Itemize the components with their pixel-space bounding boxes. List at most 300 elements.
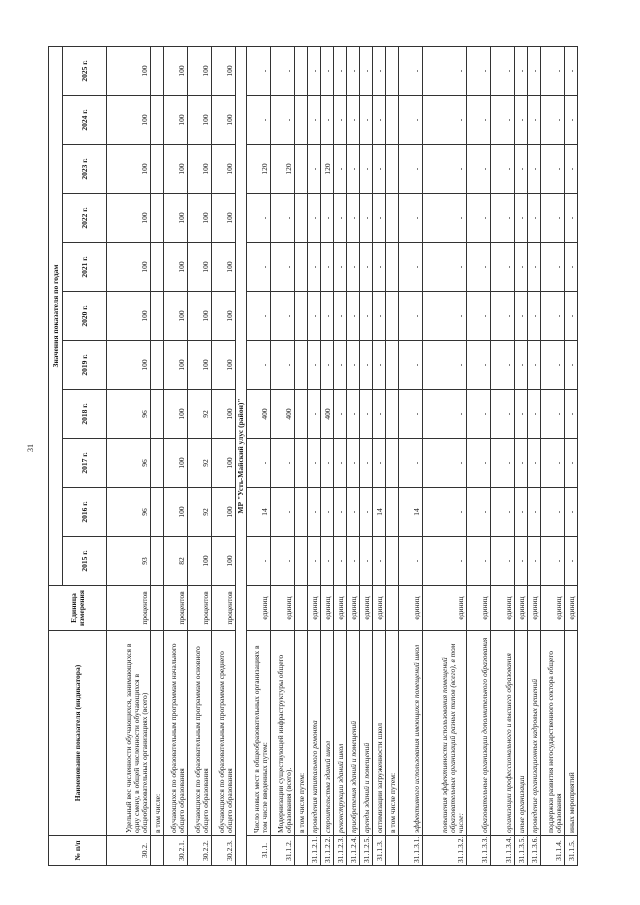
header-year: 2017 г. xyxy=(63,439,107,488)
header-year: 2016 г. xyxy=(63,488,107,537)
value-cell xyxy=(151,194,164,243)
table-row xyxy=(372,47,385,866)
value-cell: - xyxy=(564,194,577,243)
value-cell: - xyxy=(359,96,372,145)
value-cell: - xyxy=(359,439,372,488)
header-year: 2025 г. xyxy=(63,47,107,96)
value-cell xyxy=(294,96,307,145)
unit-cell: процентов xyxy=(107,586,151,631)
unit-cell: единиц xyxy=(398,586,422,631)
value-cell: - xyxy=(527,341,540,390)
value-cell: - xyxy=(514,390,527,439)
unit-cell: единиц xyxy=(359,586,372,631)
header-year: 2023 г. xyxy=(63,145,107,194)
value-cell: 100 xyxy=(212,341,236,390)
value-cell: - xyxy=(564,488,577,537)
value-cell: - xyxy=(320,96,333,145)
value-cell: - xyxy=(246,47,270,96)
value-cell: - xyxy=(514,145,527,194)
unit-cell: единиц xyxy=(320,586,333,631)
value-cell: - xyxy=(372,96,385,145)
value-cell: 100 xyxy=(164,292,188,341)
table-body-section-a xyxy=(107,47,236,866)
value-cell: - xyxy=(307,439,320,488)
value-cell: 100 xyxy=(107,243,151,292)
value-cell: - xyxy=(359,537,372,586)
value-cell: 100 xyxy=(212,488,236,537)
row-number xyxy=(385,836,398,866)
value-cell: - xyxy=(346,96,359,145)
value-cell: - xyxy=(333,537,346,586)
unit-cell: единиц xyxy=(490,586,514,631)
value-cell: - xyxy=(527,243,540,292)
value-cell xyxy=(151,390,164,439)
value-cell xyxy=(151,341,164,390)
value-cell: 96 xyxy=(107,488,151,537)
value-cell: 100 xyxy=(107,96,151,145)
value-cell: - xyxy=(359,390,372,439)
value-cell: - xyxy=(514,537,527,586)
table-row xyxy=(398,47,422,866)
unit-cell: процентов xyxy=(164,586,188,631)
value-cell: - xyxy=(527,47,540,96)
value-cell: 100 xyxy=(212,194,236,243)
value-cell: - xyxy=(372,47,385,96)
header-year: 2015 г. xyxy=(63,537,107,586)
value-cell: - xyxy=(359,341,372,390)
value-cell: 100 xyxy=(164,439,188,488)
value-cell: - xyxy=(490,47,514,96)
value-cell: 100 xyxy=(164,488,188,537)
value-cell: - xyxy=(466,488,490,537)
value-cell: - xyxy=(320,488,333,537)
value-cell: 100 xyxy=(212,390,236,439)
header-unit: Единица измерения xyxy=(49,586,107,631)
value-cell: - xyxy=(246,341,270,390)
value-cell: - xyxy=(333,145,346,194)
value-cell: - xyxy=(333,341,346,390)
value-cell: - xyxy=(422,439,466,488)
table-row xyxy=(164,47,188,866)
header-year: 2024 г. xyxy=(63,96,107,145)
value-cell: 100 xyxy=(212,292,236,341)
value-cell: 100 xyxy=(164,341,188,390)
row-number: 31.1.3. xyxy=(372,836,385,866)
value-cell: - xyxy=(466,194,490,243)
value-cell xyxy=(151,292,164,341)
value-cell: 82 xyxy=(164,537,188,586)
value-cell: - xyxy=(320,537,333,586)
value-cell: 100 xyxy=(164,145,188,194)
value-cell: - xyxy=(514,341,527,390)
row-number xyxy=(151,836,164,866)
value-cell: - xyxy=(466,47,490,96)
value-cell: - xyxy=(422,47,466,96)
row-number: 31.1.3.1. xyxy=(398,836,422,866)
value-cell: - xyxy=(246,537,270,586)
value-cell: - xyxy=(540,96,564,145)
value-cell: 400 xyxy=(320,390,333,439)
value-cell: - xyxy=(398,243,422,292)
table-row xyxy=(212,47,236,866)
row-number: 30.2.3. xyxy=(212,836,236,866)
value-cell: 96 xyxy=(107,439,151,488)
value-cell: - xyxy=(398,47,422,96)
page-number: 31 xyxy=(26,444,35,452)
value-cell: - xyxy=(372,341,385,390)
value-cell: - xyxy=(270,243,294,292)
value-cell: - xyxy=(307,96,320,145)
indicator-name: оптимизации загруженности школ xyxy=(372,631,385,836)
table-row xyxy=(422,47,466,866)
value-cell: 100 xyxy=(188,96,212,145)
indicator-name: образовательные организации дополнительного образования xyxy=(466,631,490,836)
value-cell: 100 xyxy=(164,47,188,96)
table-row xyxy=(490,47,514,866)
value-cell: - xyxy=(246,96,270,145)
group-title: МР "Усть-Майский улус (район)" xyxy=(236,47,247,866)
value-cell xyxy=(294,243,307,292)
value-cell xyxy=(385,194,398,243)
value-cell: - xyxy=(398,194,422,243)
value-cell: - xyxy=(540,488,564,537)
value-cell: - xyxy=(270,439,294,488)
unit-cell xyxy=(294,586,307,631)
value-cell: 92 xyxy=(188,488,212,537)
indicators-table xyxy=(48,46,578,866)
value-cell xyxy=(294,439,307,488)
table-row xyxy=(540,47,564,866)
value-cell: - xyxy=(320,341,333,390)
value-cell: 14 xyxy=(372,488,385,537)
value-cell: - xyxy=(466,439,490,488)
value-cell: - xyxy=(246,243,270,292)
value-cell: - xyxy=(333,390,346,439)
row-number: 31.1.2.5. xyxy=(359,836,372,866)
unit-cell: единиц xyxy=(372,586,385,631)
value-cell: - xyxy=(540,194,564,243)
header-name: Наименование показателя (индикатора) xyxy=(49,631,107,836)
table-group-section xyxy=(236,47,247,866)
value-cell: - xyxy=(564,292,577,341)
value-cell: - xyxy=(270,341,294,390)
table-row xyxy=(333,47,346,866)
value-cell: - xyxy=(359,488,372,537)
indicator-name: проведение организационных кадровых решений xyxy=(527,631,540,836)
value-cell: - xyxy=(346,145,359,194)
value-cell xyxy=(294,537,307,586)
value-cell: - xyxy=(564,537,577,586)
value-cell: - xyxy=(527,439,540,488)
value-cell: 100 xyxy=(107,145,151,194)
value-cell: 100 xyxy=(188,537,212,586)
indicator-name: эффективного использования имеющихся помещений школ xyxy=(398,631,422,836)
table-row xyxy=(294,47,307,866)
value-cell: - xyxy=(270,194,294,243)
value-cell: 120 xyxy=(246,145,270,194)
value-cell: - xyxy=(320,292,333,341)
indicator-name: Число новых мест в общеобразовательных организациях в том числе введенных путем: xyxy=(246,631,270,836)
value-cell: 100 xyxy=(164,243,188,292)
value-cell: - xyxy=(372,439,385,488)
table-row xyxy=(564,47,577,866)
value-cell: - xyxy=(398,96,422,145)
unit-cell: единиц xyxy=(514,586,527,631)
value-cell: 100 xyxy=(164,96,188,145)
value-cell: - xyxy=(514,96,527,145)
value-cell: 100 xyxy=(212,47,236,96)
unit-cell xyxy=(151,586,164,631)
unit-cell: единиц xyxy=(333,586,346,631)
value-cell: - xyxy=(564,96,577,145)
value-cell: 100 xyxy=(188,243,212,292)
value-cell: 14 xyxy=(246,488,270,537)
value-cell: 100 xyxy=(212,96,236,145)
value-cell: - xyxy=(540,390,564,439)
table-row xyxy=(107,47,151,866)
value-cell: - xyxy=(527,488,540,537)
indicator-name: проведения капитального ремонта xyxy=(307,631,320,836)
indicator-name: организации профессионального и высшего образования xyxy=(490,631,514,836)
value-cell xyxy=(294,341,307,390)
row-number: 30.2. xyxy=(107,836,151,866)
value-cell: - xyxy=(270,488,294,537)
value-cell: - xyxy=(490,194,514,243)
value-cell: - xyxy=(270,96,294,145)
value-cell xyxy=(151,488,164,537)
value-cell: - xyxy=(346,194,359,243)
value-cell: 100 xyxy=(212,145,236,194)
value-cell: 14 xyxy=(398,488,422,537)
value-cell: - xyxy=(490,96,514,145)
value-cell: - xyxy=(527,292,540,341)
value-cell: 400 xyxy=(270,390,294,439)
value-cell: - xyxy=(398,537,422,586)
table-row xyxy=(527,47,540,866)
table-body-section-b xyxy=(246,47,577,866)
unit-cell: единиц xyxy=(246,586,270,631)
value-cell: - xyxy=(422,292,466,341)
value-cell: - xyxy=(540,439,564,488)
value-cell: - xyxy=(540,292,564,341)
value-cell: 92 xyxy=(188,439,212,488)
indicator-name: строительства зданий школ xyxy=(320,631,333,836)
value-cell xyxy=(151,537,164,586)
value-cell: 100 xyxy=(107,47,151,96)
indicator-name: поддержки развития негосударственного сектора общего образования xyxy=(540,631,564,836)
header-values-by-year: Значения показателя по годам xyxy=(49,47,63,586)
indicator-name: реконструкции зданий школ xyxy=(333,631,346,836)
table-row xyxy=(188,47,212,866)
row-number: 31.1.3.6. xyxy=(527,836,540,866)
row-number: 31.1.4. xyxy=(540,836,564,866)
value-cell: - xyxy=(490,341,514,390)
value-cell: - xyxy=(359,47,372,96)
value-cell: - xyxy=(307,145,320,194)
value-cell: - xyxy=(333,243,346,292)
value-cell: - xyxy=(346,488,359,537)
value-cell: 93 xyxy=(107,537,151,586)
value-cell xyxy=(385,439,398,488)
value-cell xyxy=(151,145,164,194)
table-row xyxy=(385,47,398,866)
indicator-name: иных мероприятий xyxy=(564,631,577,836)
value-cell: - xyxy=(564,390,577,439)
table-row xyxy=(514,47,527,866)
value-cell: - xyxy=(514,488,527,537)
value-cell: - xyxy=(333,47,346,96)
table-row xyxy=(346,47,359,866)
value-cell: - xyxy=(307,292,320,341)
value-cell: 100 xyxy=(107,341,151,390)
value-cell xyxy=(385,243,398,292)
value-cell: - xyxy=(372,194,385,243)
value-cell: - xyxy=(490,292,514,341)
value-cell: 100 xyxy=(212,243,236,292)
value-cell: - xyxy=(307,47,320,96)
value-cell: - xyxy=(333,488,346,537)
row-number: 31.1.3.5. xyxy=(514,836,527,866)
row-number: 31.1.5. xyxy=(564,836,577,866)
row-number: 30.2.1. xyxy=(164,836,188,866)
value-cell: - xyxy=(398,390,422,439)
table-row xyxy=(359,47,372,866)
header-year: 2018 г. xyxy=(63,390,107,439)
value-cell: - xyxy=(307,537,320,586)
indicator-name: обучающихся по образовательным программам среднего общего образования xyxy=(212,631,236,836)
value-cell: - xyxy=(422,488,466,537)
value-cell: - xyxy=(422,194,466,243)
value-cell: - xyxy=(246,292,270,341)
value-cell: 120 xyxy=(320,145,333,194)
value-cell: - xyxy=(246,439,270,488)
value-cell: - xyxy=(466,341,490,390)
value-cell: - xyxy=(320,439,333,488)
value-cell: - xyxy=(564,439,577,488)
value-cell: - xyxy=(422,96,466,145)
value-cell: - xyxy=(398,292,422,341)
value-cell: - xyxy=(540,47,564,96)
table-row xyxy=(246,47,270,866)
value-cell: - xyxy=(398,439,422,488)
table-row xyxy=(466,47,490,866)
unit-cell: единиц xyxy=(540,586,564,631)
value-cell: - xyxy=(564,47,577,96)
value-cell: - xyxy=(398,341,422,390)
value-cell: - xyxy=(270,537,294,586)
value-cell: 100 xyxy=(188,145,212,194)
indicator-name: Модернизации существующей инфраструктуры общего образования (всего). xyxy=(270,631,294,836)
value-cell: - xyxy=(466,390,490,439)
value-cell: - xyxy=(540,537,564,586)
value-cell xyxy=(151,47,164,96)
value-cell: - xyxy=(320,194,333,243)
header-year: 2019 г. xyxy=(63,341,107,390)
row-number: 30.2.2. xyxy=(188,836,212,866)
value-cell: - xyxy=(346,341,359,390)
value-cell: 100 xyxy=(212,537,236,586)
unit-cell: единиц xyxy=(270,586,294,631)
indicator-name: иные организации xyxy=(514,631,527,836)
value-cell: - xyxy=(490,243,514,292)
header-num: № п/п xyxy=(49,836,107,866)
value-cell: - xyxy=(527,537,540,586)
value-cell: - xyxy=(490,488,514,537)
unit-cell: процентов xyxy=(188,586,212,631)
value-cell: - xyxy=(307,194,320,243)
unit-cell xyxy=(385,586,398,631)
value-cell: - xyxy=(527,390,540,439)
value-cell xyxy=(151,439,164,488)
value-cell: 100 xyxy=(107,194,151,243)
value-cell xyxy=(385,145,398,194)
value-cell xyxy=(385,537,398,586)
value-cell: 100 xyxy=(188,292,212,341)
unit-cell: единиц xyxy=(422,586,466,631)
value-cell: 100 xyxy=(164,194,188,243)
value-cell: - xyxy=(514,439,527,488)
value-cell: - xyxy=(372,537,385,586)
table-row xyxy=(270,47,294,866)
unit-cell: единиц xyxy=(307,586,320,631)
value-cell: 96 xyxy=(107,390,151,439)
value-cell: - xyxy=(466,243,490,292)
value-cell: - xyxy=(540,341,564,390)
indicator-name: аренды зданий и помещений xyxy=(359,631,372,836)
value-cell: - xyxy=(372,390,385,439)
value-cell: - xyxy=(333,194,346,243)
value-cell: - xyxy=(514,194,527,243)
row-number: 31.1.2.3. xyxy=(333,836,346,866)
value-cell xyxy=(151,243,164,292)
value-cell: 100 xyxy=(188,194,212,243)
unit-cell: единиц xyxy=(466,586,490,631)
value-cell: - xyxy=(270,292,294,341)
value-cell: - xyxy=(422,243,466,292)
value-cell: - xyxy=(333,292,346,341)
row-number: 31.1.2.2. xyxy=(320,836,333,866)
value-cell xyxy=(151,96,164,145)
value-cell: - xyxy=(540,243,564,292)
value-cell: - xyxy=(359,292,372,341)
value-cell: - xyxy=(359,194,372,243)
value-cell: - xyxy=(307,243,320,292)
value-cell: - xyxy=(398,145,422,194)
value-cell: - xyxy=(540,145,564,194)
value-cell: - xyxy=(372,145,385,194)
value-cell: - xyxy=(490,439,514,488)
value-cell: - xyxy=(422,537,466,586)
value-cell: - xyxy=(346,537,359,586)
row-number: 31.1. xyxy=(246,836,270,866)
unit-cell: единиц xyxy=(527,586,540,631)
value-cell xyxy=(294,292,307,341)
value-cell: - xyxy=(333,439,346,488)
value-cell: - xyxy=(346,439,359,488)
value-cell xyxy=(385,341,398,390)
value-cell: - xyxy=(422,145,466,194)
value-cell xyxy=(385,47,398,96)
value-cell: - xyxy=(490,390,514,439)
value-cell: 100 xyxy=(188,341,212,390)
value-cell: - xyxy=(270,47,294,96)
row-number xyxy=(294,836,307,866)
table-row xyxy=(320,47,333,866)
value-cell xyxy=(385,292,398,341)
value-cell: - xyxy=(346,47,359,96)
value-cell: 400 xyxy=(246,390,270,439)
value-cell: - xyxy=(466,145,490,194)
